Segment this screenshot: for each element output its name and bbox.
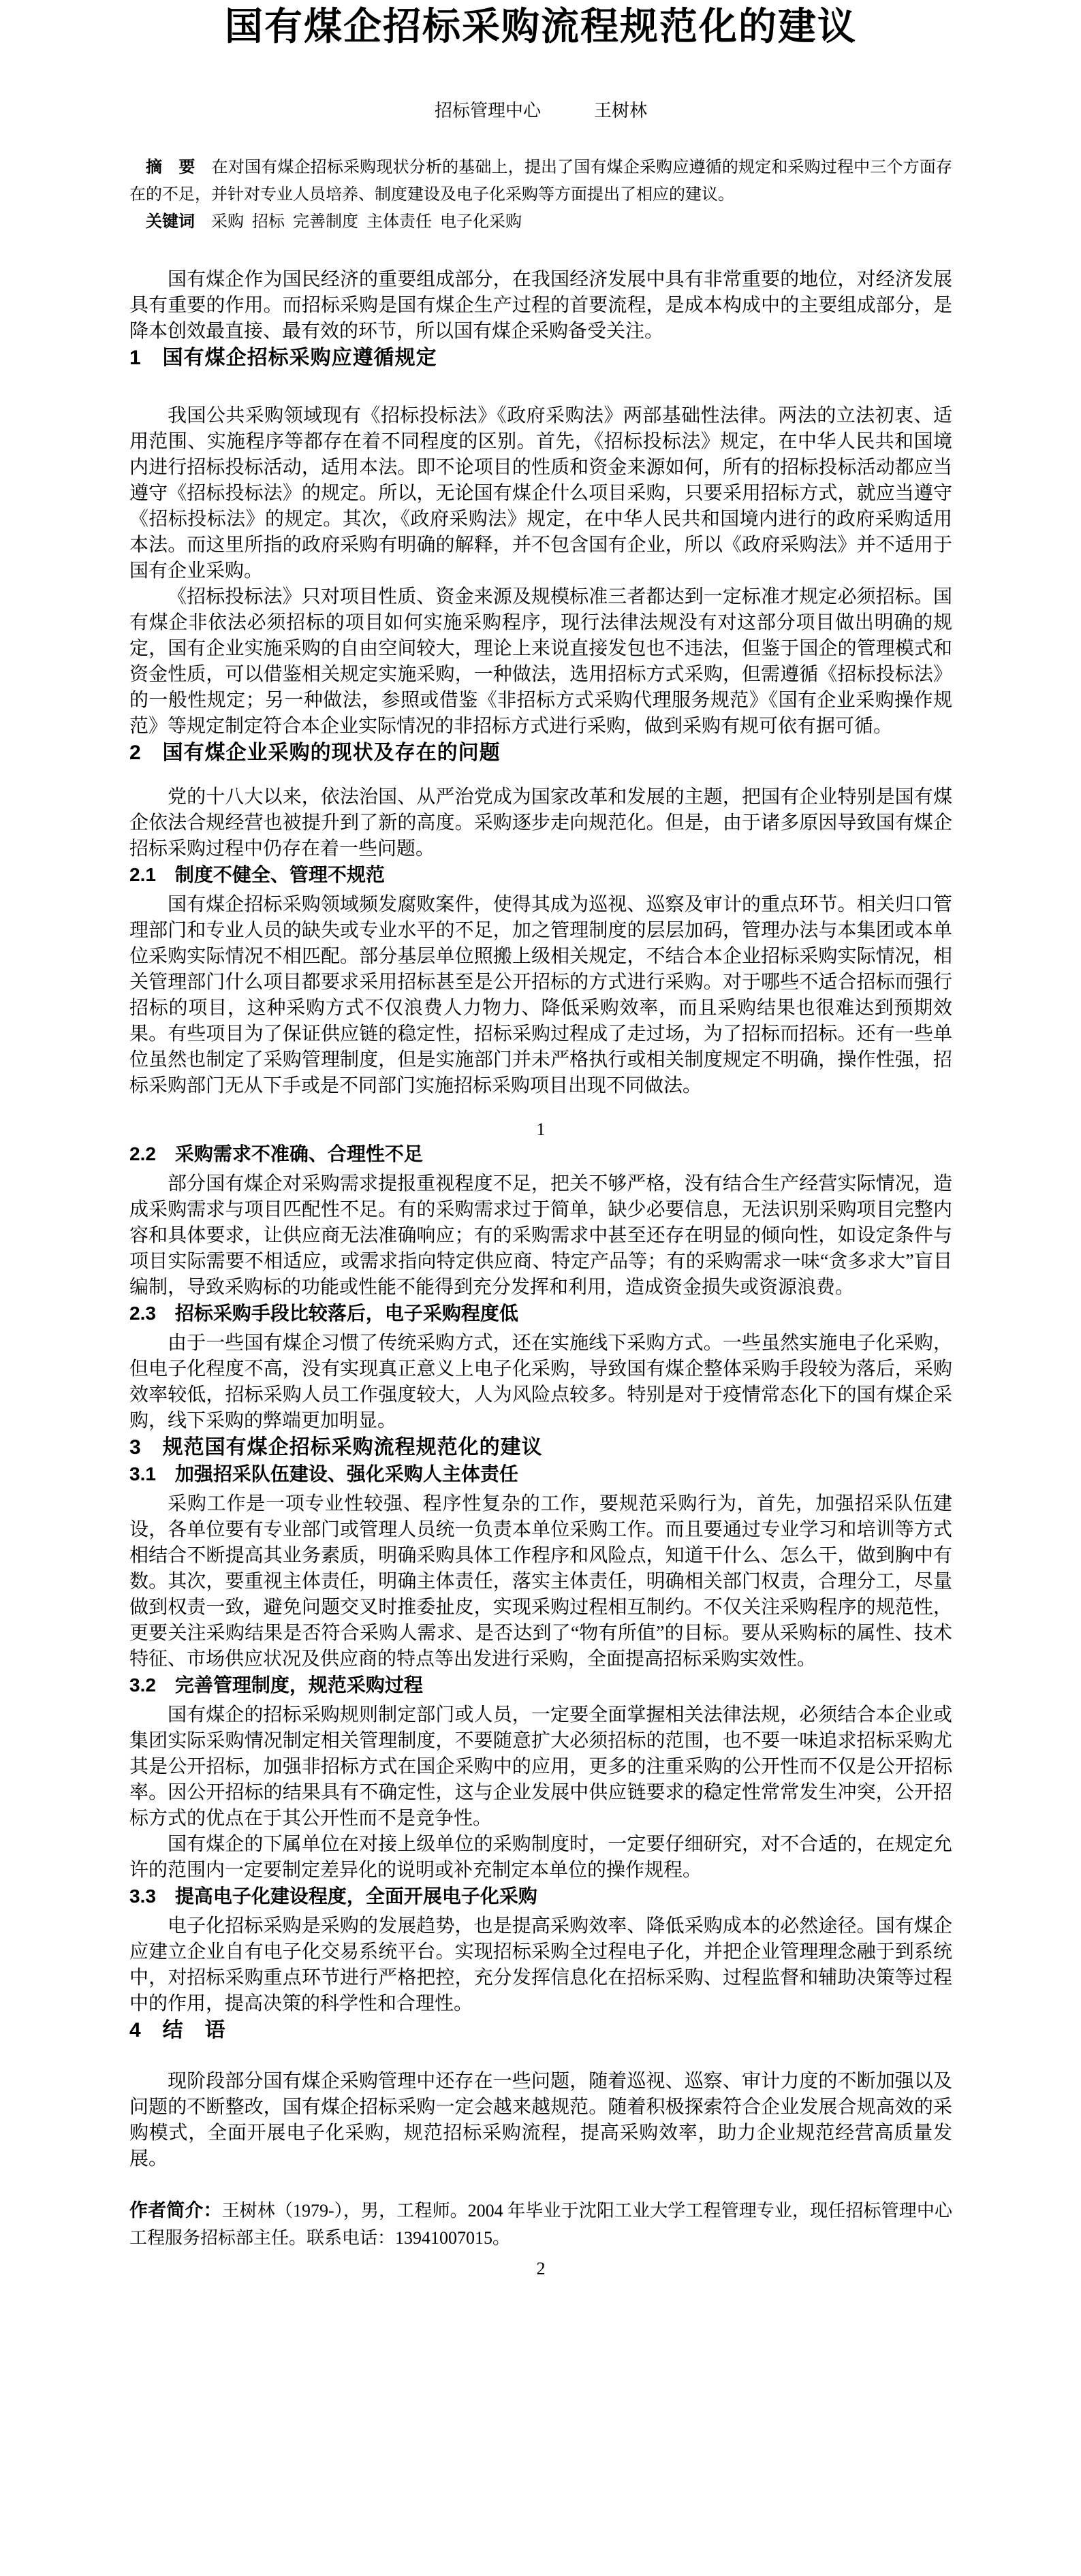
section-2-3-paragraph: 由于一些国有煤企习惯了传统采购方式，还在实施线下采购方式。一些虽然实施电子化采购，但电子化程度不高，没有实现真正意义上电子化采购，导致国有煤企整体采购手段较为落后，采购效率较低，招标采购人员工作强度较大，人为风险点较多。特别是对于疫情常态化下的国有煤企采购，线下采购的弊端更加明显。 bbox=[129, 1333, 952, 1431]
section-3-1-paragraph: 采购工作是一项专业性较强、程序性复杂的工作，要规范采购行为，首先，加强招采队伍建设，各单位要有专业部门或管理人员统一负责本单位采购工作。而且要通过专业学习和培训等方式相结合不断提高其业务素质，明确采购具体工作程序和风险点，知道干什么、怎么干，做到胸中有数。其次，要重视主体责任，明确主体责任，落实主体责任，明确相关部门权责，合理分工，尽量做到权责一致，避免问题交叉时推委扯皮，实现采购过程相互制约。不仅关注采购程序的规范性，更要关注采购结果是否符合采购人需求、是否达到了“物有所值”的目标。要从采购标的属性、技术特征、市场供应状况及供应商的特点等出发进行采购，全面提高招标采购实效性。 bbox=[129, 1493, 952, 1670]
section-3-2-paragraph-1: 国有煤企的招标采购规则制定部门或人员，一定要全面掌握相关法律法规，必须结合本企业或集团实际采购情况制定相关管理制度，不要随意扩大必须招标的范围，也不要一味追求招标采购尤其是公开招标，加强非招标方式在国企采购中的应用，更多的注重采购的公开性而不仅是公开招标率。因公开招标的结果具有不确定性，这与企业发展中供应链要求的稳定性常常发生冲突，公开招标方式的优点在于其公开性而不是竞争性。 bbox=[129, 1704, 952, 1829]
section-2-heading: 2 国有煤企业采购的现状及存在的问题 bbox=[129, 742, 501, 764]
author-bio bbox=[129, 2197, 952, 2252]
page-number-1: 1 bbox=[536, 1119, 546, 1139]
keywords-text: 采购 招标 完善制度 主体责任 电子化采购 bbox=[195, 213, 522, 231]
section-2-intro-paragraph: 党的十八大以来，依法治国、从严治党成为国家改革和发展的主题，把国有企业特别是国有煤企依法合规经营也被提升到了新的高度。采购逐步走向规范化。但是，由于诸多原因导致国有煤企招标采购过程中仍存在着一些问题。 bbox=[129, 786, 952, 859]
section-2-2-heading: 2.2 采购需求不准确、合理性不足 bbox=[129, 1143, 423, 1164]
section-3-3-heading: 3.3 提高电子化建设程度，全面开展电子化采购 bbox=[129, 1886, 537, 1907]
section-1-paragraph-2: 《招标投标法》只对项目性质、资金来源及规模标准三者都达到一定标准才规定必须招标。国有煤企非依法必须招标的项目如何实施采购程序，现行法律法规没有对这部分项目做出明确的规定，国有企业实施采购的自由空间较大，理论上来说直接发包也不违法，但鉴于国企的管理模式和资金性质，可以借鉴相关规定实施采购，一种做法，选用招标方式采购，但需遵循《招标投标法》的一般性规定；另一种做法，参照或借鉴《非招标方式采购代理服务规范》《国有企业采购操作规范》等规定制定符合本企业实际情况的非招标方式进行采购，做到采购有规可依有据可循。 bbox=[129, 586, 952, 737]
section-3-heading: 3 规范国有煤企招标采购流程规范化的建议 bbox=[129, 1436, 543, 1459]
keywords-label: 关键词 bbox=[146, 212, 195, 231]
abstract-label: 摘 要 bbox=[146, 158, 195, 176]
section-4-heading: 4 结 语 bbox=[129, 2019, 226, 2041]
author-bio-text: 王树林（1979-），男，工程师。2004 年毕业于沈阳工业大学工程管理专业，现任招标管理中心工程服务招标部主任。联系电话：13941007015。 bbox=[129, 2201, 952, 2248]
section-3-3-paragraph: 电子化招标采购是采购的发展趋势，也是提高采购效率、降低采购成本的必然途径。国有煤企应建立企业自有电子化交易系统平台。实现招标采购全过程电子化，并把企业管理理念融于到系统中，对招标采购重点环节进行严格把控，充分发挥信息化在招标采购、过程监督和辅助决策等过程中的作用，提高决策的科学性和合理性。 bbox=[129, 1915, 952, 2014]
page-title: 国有煤企招标采购流程规范化的建议 bbox=[225, 5, 857, 48]
section-2-1-heading: 2.1 制度不健全、管理不规范 bbox=[129, 864, 385, 885]
page-number-2: 2 bbox=[536, 2259, 546, 2278]
section-2-3-heading: 2.3 招标采购手段比较落后，电子采购程度低 bbox=[129, 1303, 518, 1324]
section-1-paragraph-1: 我国公共采购领域现有《招标投标法》《政府采购法》两部基础性法律。两法的立法初衷、适用范围、实施程序等都存在着不同程度的区别。首先，《招标投标法》规定，在中华人民共和国境内进行招标投标活动，适用本法。即不论项目的性质和资金来源如何，所有的招标投标活动都应当遵守《招标投标法》的规定。所以，无论国有煤企什么项目采购，只要采用招标方式，就应当遵守《招标投标法》的规定。其次，《政府采购法》规定，在中华人民共和国境内进行的政府采购适用本法。而这里所指的政府采购有明确的解释，并不包含国有企业，所以《政府采购法》并不适用于国有企业采购。 bbox=[129, 405, 952, 582]
intro-paragraph: 国有煤企作为国民经济的重要组成部分，在我国经济发展中具有非常重要的地位，对经济发展具有重要的作用。而招标采购是国有煤企生产过程的首要流程，是成本构成中的主要组成部分，是降本创效最直接、最有效的环节，所以国有煤企采购备受关注。 bbox=[129, 269, 952, 342]
document-page bbox=[0, 5, 1081, 2279]
conclusion-paragraph: 现阶段部分国有煤企采购管理中还存在一些问题，随着巡视、巡察、审计力度的不断加强以及问题的不断整改，国有煤企招标采购一定会越来越规范。随着积极探索符合企业发展合规高效的采购模式，全面开展电子化采购，规范招标采购流程，提高采购效率，助力企业规范经营高质量发展。 bbox=[129, 2071, 952, 2169]
byline: 招标管理中心 王树林 bbox=[434, 101, 647, 121]
keywords-paragraph bbox=[129, 208, 952, 236]
section-3-2-heading: 3.2 完善管理制度，规范采购过程 bbox=[129, 1674, 423, 1696]
section-2-1-paragraph: 国有煤企招标采购领域频发腐败案件，使得其成为巡视、巡察及审计的重点环节。相关归口管理部门和专业人员的缺失或专业水平的不足，加之管理制度的层层加码，管理办法与本集团或本单位采购实际情况不相匹配。部分基层单位照搬上级相关规定，不结合本企业招标采购实际情况，相关管理部门什么项目都要求采用招标甚至是公开招标的方式进行采购。对于哪些不适合招标而强行招标的项目，这种采购方式不仅浪费人力物力、降低采购效率，而且采购结果也很难达到预期效果。有些项目为了保证供应链的稳定性，招标采购过程成了走过场，为了招标而招标。还有一些单位虽然也制定了采购管理制度，但是实施部门并未严格执行或相关制度规定不明确，操作性强，招标采购部门无从下手或是不同部门实施招标采购项目出现不同做法。 bbox=[129, 894, 952, 1096]
abstract-text: 在对国有煤企招标采购现状分析的基础上，提出了国有煤企采购应遵循的规定和采购过程中三个方面存在的不足，并针对专业人员培养、制度建设及电子化采购等方面提出了相应的建议。 bbox=[129, 159, 952, 204]
section-3-2-paragraph-2: 国有煤企的下属单位在对接上级单位的采购制度时，一定要仔细研究，对不合适的，在规定允许的范围内一定要制定差异化的说明或补充制定本单位的操作规程。 bbox=[129, 1834, 952, 1881]
section-3-1-heading: 3.1 加强招采队伍建设、强化采购人主体责任 bbox=[129, 1463, 518, 1484]
author-bio-label: 作者简介： bbox=[129, 2200, 222, 2221]
section-1-heading: 1 国有煤企招标采购应遵循规定 bbox=[129, 347, 437, 369]
abstract-paragraph bbox=[129, 154, 952, 208]
section-2-2-paragraph: 部分国有煤企对采购需求提报重视程度不足，把关不够严格，没有结合生产经营实际情况，造成采购需求与项目匹配性不足。有的采购需求过于简单，缺少必要信息，无法识别采购项目完整内容和具体要求，让供应商无法准确响应；有的采购需求中甚至还存在明显的倾向性，如设定条件与项目实际需要不相适应，或需求指向特定供应商、特定产品等；有的采购需求一味“贪多求大”盲目编制，导致采购标的功能或性能不能得到充分发挥和利用，造成资金损失或资源浪费。 bbox=[129, 1173, 952, 1298]
